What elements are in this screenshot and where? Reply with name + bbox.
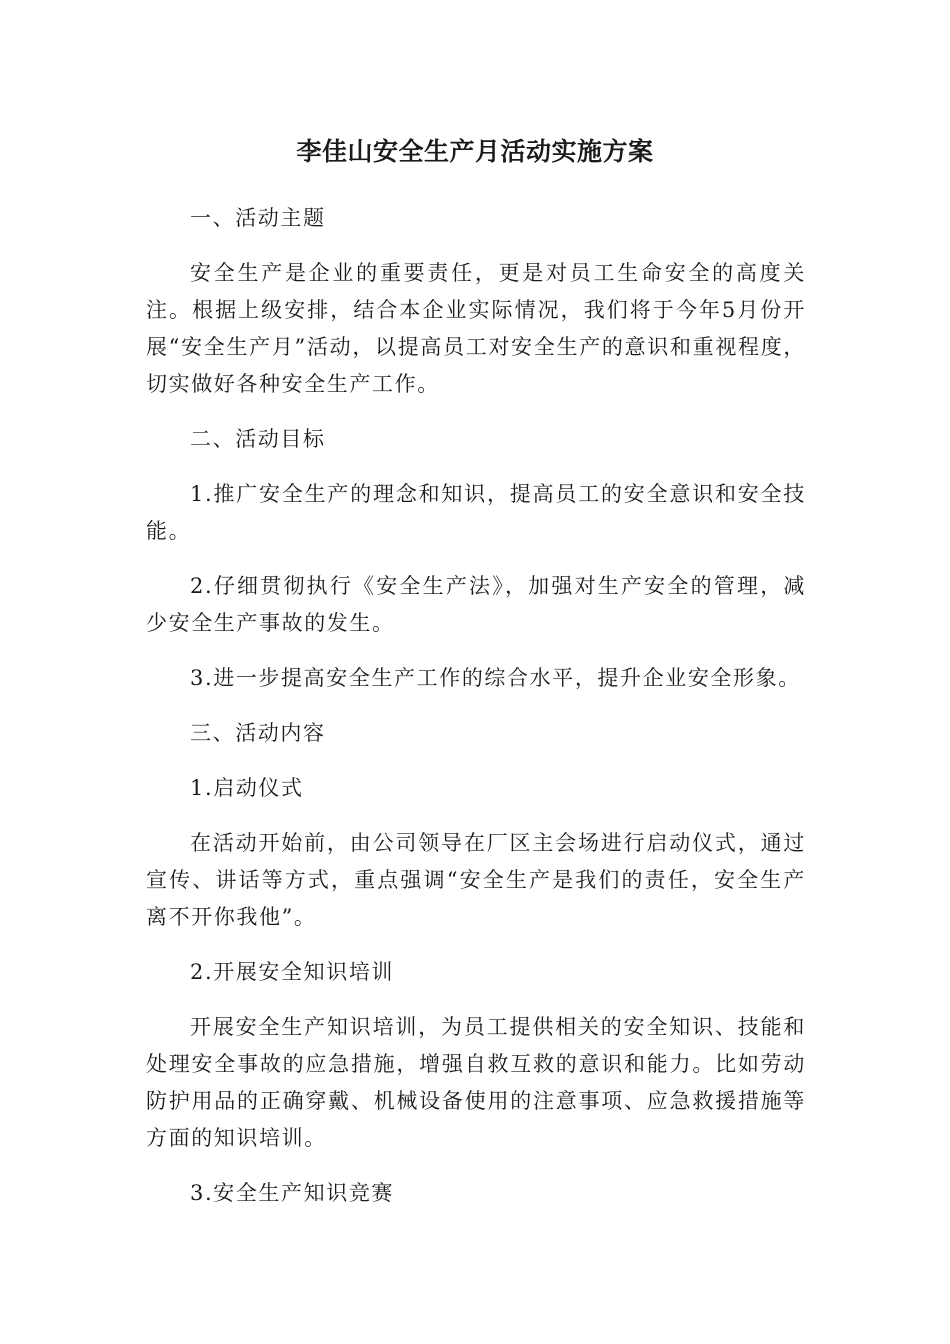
goal-item-1: 1.推广安全生产的理念和知识，提高员工的安全意识和安全技能。 [146, 482, 806, 543]
subheading-safety-training: 2.开展安全知识培训 [190, 960, 395, 984]
paragraph-launch-ceremony: 在活动开始前，由公司领导在厂区主会场进行启动仪式，通过宣传、讲话等方式，重点强调“安全生产是我们的责任，安全生产离不开你我他”。 [146, 831, 806, 929]
document-body [146, 200, 806, 1230]
goal-item-2: 2.仔细贯彻执行《安全生产法》，加强对生产安全的管理，减少安全生产事故的发生。 [146, 574, 806, 635]
paragraph-safety-training: 开展安全生产知识培训，为员工提供相关的安全知识、技能和处理安全事故的应急措施，增强自救互救的意识和能力。比如劳动防护用品的正确穿戴、机械设备使用的注意事项、应急救援措施等方面的知识培训。 [146, 1015, 806, 1150]
paragraph-theme: 安全生产是企业的重要责任，更是对员工生命安全的高度关注。根据上级安排，结合本企业实际情况，我们将于今年5月份开展“安全生产月”活动，以提高员工对安全生产的意识和重视程度，切实做好各种安全生产工作。 [146, 261, 806, 396]
subheading-launch-ceremony: 1.启动仪式 [190, 776, 304, 800]
subheading-knowledge-contest: 3.安全生产知识竞赛 [190, 1181, 395, 1205]
section-heading-content: 三、活动内容 [190, 721, 326, 745]
document-title: 李佳山安全生产月活动实施方案 [296, 137, 654, 166]
section-heading-theme: 一、活动主题 [190, 206, 326, 230]
goal-item-3: 3.进一步提高安全生产工作的综合水平，提升企业安全形象。 [190, 666, 801, 690]
section-heading-goals: 二、活动目标 [190, 427, 326, 451]
